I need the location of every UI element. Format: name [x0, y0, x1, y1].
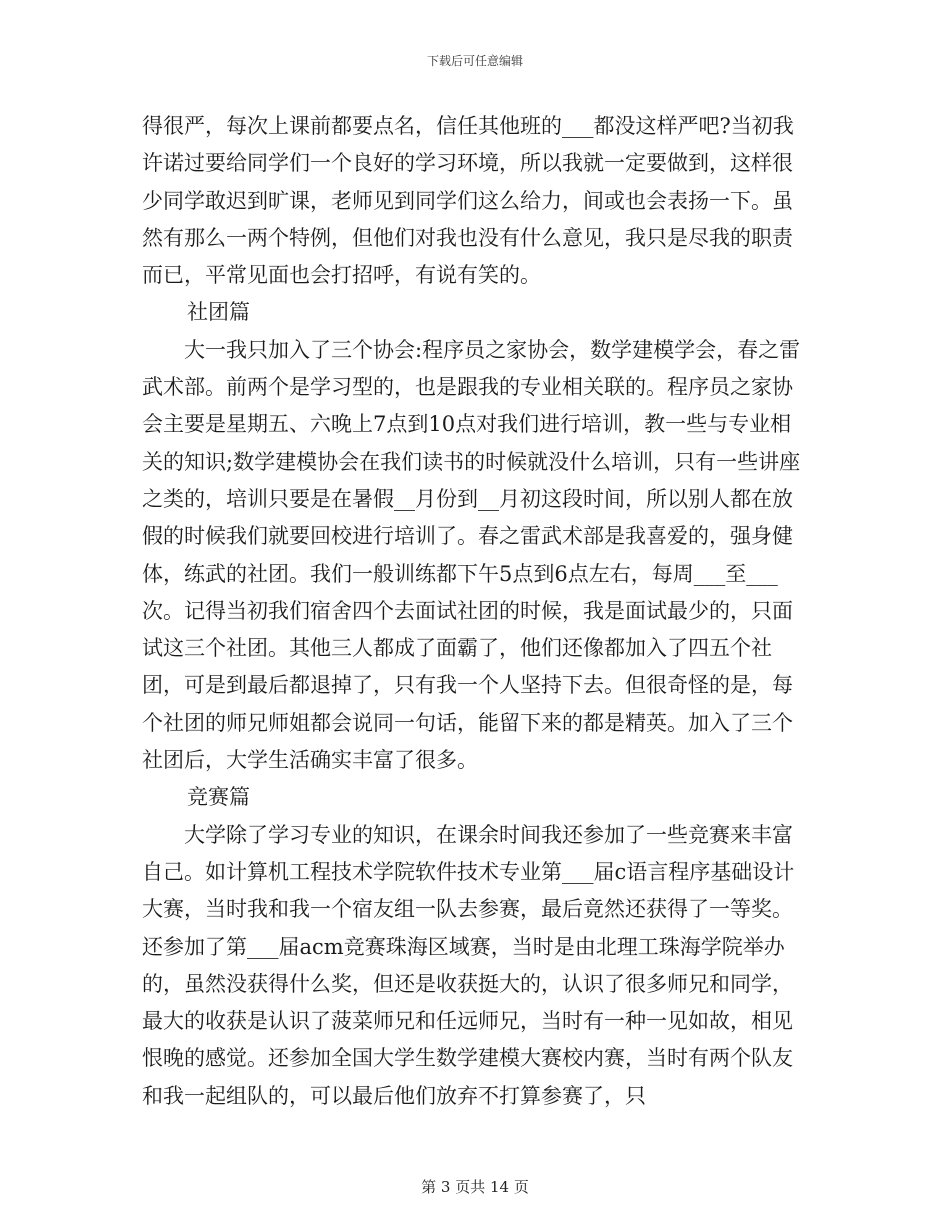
page-footer: 第 3 页共 14 页	[421, 1178, 529, 1196]
page-header: 下载后可任意编辑	[426, 54, 523, 68]
body-paragraph: 大一我只加入了三个协会:程序员之家协会，数学建模学会，春之雷武术部。前两个是学习型的，也是跟我的专业相关联的。程序员之家协会主要是星期五、六晚上7点到10点对我们进行培训，教一些与专业相关的知识;数学建模协会在我们读书的时候就没什么培训，只有一些讲座之类的，培训只要是在暑假__月份到__月初这段时间，所以别人都在放假的时候我们就要回校进行培训了。春之雷武术部是我喜爱的，强身健体，练武的社团。我们一般训练都下午5点到6点左右，每周___至___次。记得当初我们宿舍四个去面试社团的时候，我是面试最少的，只面试这三个社团。其他三人都成了面霸了，他们还像都加入了四五个社团，可是到最后都退掉了，只有我一个人坚持下去。但很奇怪的是，每个社团的师兄师姐都会说同一句话，能留下来的都是精英。加入了三个社团后，大学生活确实丰富了很多。	[142, 337, 801, 773]
document-body	[142, 108, 808, 1115]
section-heading-competition: 竞赛篇	[187, 785, 250, 810]
body-paragraph: 得很严，每次上课前都要点名，信任其他班的___都没这样严吧?当初我许诺过要给同学们一个良好的学习环境，所以我就一定要做到，这样很少同学敢迟到旷课，老师见到同学们这么给力，间或也会表扬一下。虽然有那么一两个特例，但他们对我也没有什么意见，我只是尽我的职责而已，平常见面也会打招呼，有说有笑的。	[142, 114, 794, 288]
section-heading-club: 社团篇	[187, 300, 250, 325]
body-paragraph: 大学除了学习专业的知识，在课余时间我还参加了一些竞赛来丰富自己。如计算机工程技术学院软件技术专业第___届c语言程序基础设计大赛，当时我和我一个宿友组一队去参赛，最后竟然还获得了一等奖。还参加了第___届acm竞赛珠海区域赛，当时是由北理工珠海学院举办的，虽然没获得什么奖，但还是收获挺大的，认识了很多师兄和同学，最大的收获是认识了菠菜师兄和任远师兄，当时有一种一见如故，相见恨晚的感觉。还参加全国大学生数学建模大赛校内赛，当时有两个队友和我一起组队的，可以最后他们放弃不打算参赛了，只	[142, 822, 795, 1108]
